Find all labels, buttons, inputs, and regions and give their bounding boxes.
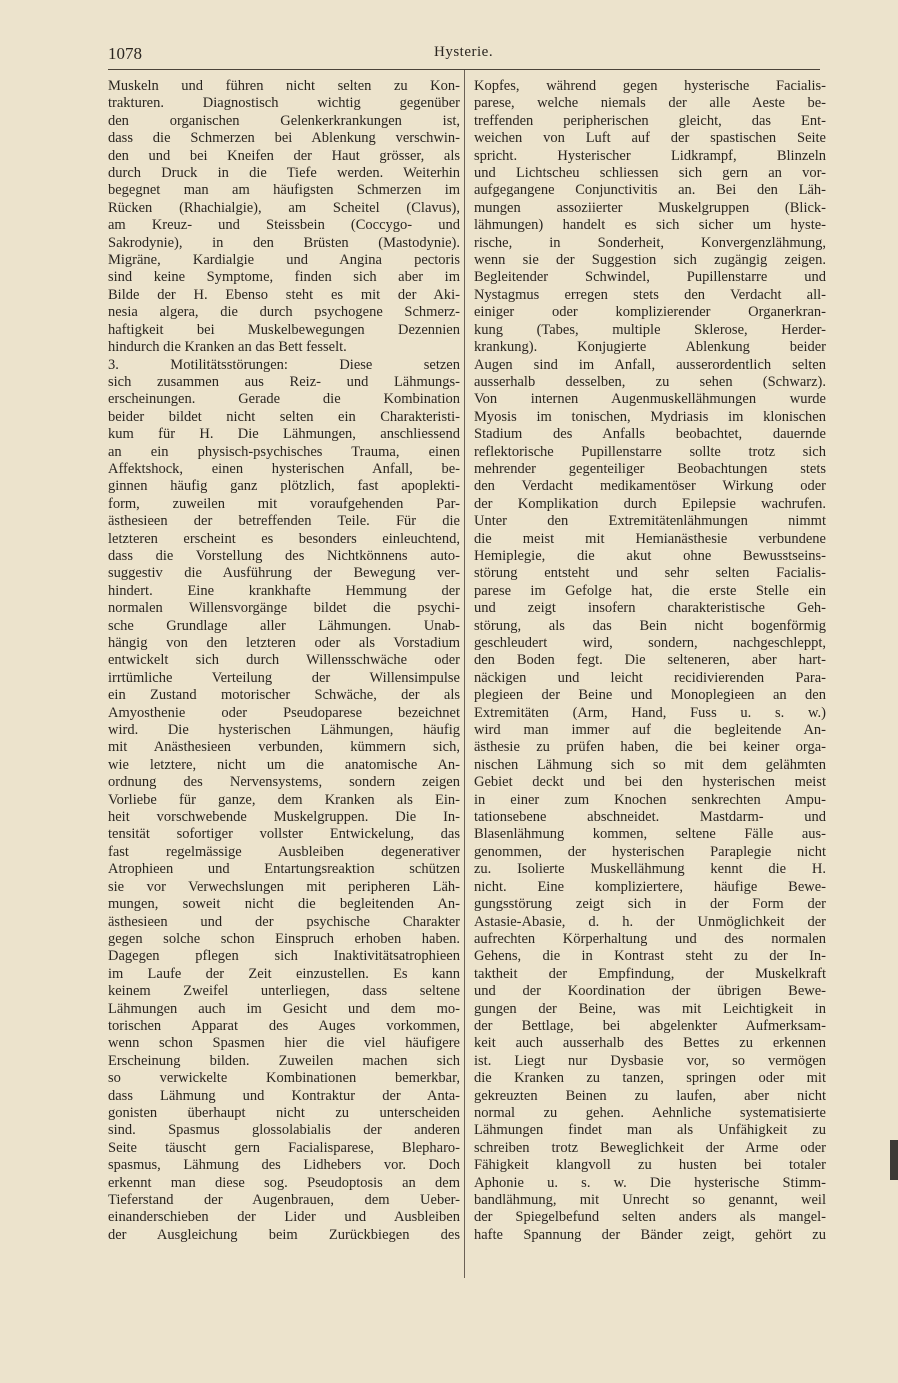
text-line: einanderschieben der Lider und Ausbleiben xyxy=(108,1209,460,1226)
text-line: gungen der Beine, was mit Leichtigkeit in xyxy=(474,1000,826,1017)
text-line: mehrender gegenteiliger Beobachtungen stets xyxy=(474,460,826,477)
text-line: Dagegen pflegen sich Inaktivitätsatrophieen xyxy=(108,948,460,965)
text-line: störung, als das Bein nicht bogenförmig xyxy=(474,617,826,634)
text-line: weichen von Luft auf der spastischen Seite xyxy=(474,130,826,147)
text-line: begegnet man am häufigsten Schmerzen im xyxy=(108,182,460,199)
text-line: Lähmungen auch im Gesicht und dem mo- xyxy=(108,1000,460,1017)
text-line: geschleudert wird, sondern, nachgeschleppt, xyxy=(474,635,826,651)
text-line: dass Lähmung und Kontraktur der Anta- xyxy=(108,1087,460,1104)
text-line: den und bei Kneifen der Haut grösser, als xyxy=(108,147,460,164)
text-line: Gehens, die in Kontrast steht zu der In- xyxy=(474,948,826,965)
text-line: wird man immer auf die begleitende An- xyxy=(474,722,826,739)
text-line: Nystagmus erregen stets den Verdacht all- xyxy=(474,286,826,303)
text-line: Myosis im tonischen, Mydriasis im klonischen xyxy=(474,408,826,425)
text-line: plegieen der Beine und Monoplegieen an den xyxy=(474,687,826,704)
text-line: aufgegangene Conjunctivitis an. Bei den Läh- xyxy=(474,182,826,199)
text-line: Erscheinung bilden. Zuweilen machen sich xyxy=(108,1052,460,1069)
text-line: sind keine Symptome, finden sich aber im xyxy=(108,269,460,286)
text-line: Lähmungen findet man als Unfähigkeit zu xyxy=(474,1122,826,1139)
running-head: Hysterie. xyxy=(434,44,494,60)
text-line: trakturen. Diagnostisch wichtig gegenüber xyxy=(108,95,460,112)
text-line: gonisten überhaupt nicht zu unterscheiden xyxy=(108,1104,460,1121)
text-line: Aphonie u. s. w. Die hysterische Stimm- xyxy=(474,1174,826,1191)
page-number: 1078 xyxy=(108,44,142,63)
text-line: ordnung des Nervensystems, sondern zeigen xyxy=(108,774,460,791)
text-line: hindurch die Kranken an das Bett fesselt. xyxy=(108,339,347,356)
text-line: ausserhalb desselben, zu sehen (Schwarz). xyxy=(474,373,826,390)
text-line: kum für H. Die Lähmungen, anschliessend xyxy=(108,426,460,443)
text-line: ist. Liegt nur Dysbasie vor, so vermögen xyxy=(474,1052,826,1069)
text-line: form, zuweilen mit voraufgehenden Par- xyxy=(108,495,460,512)
text-line: wird. Die hysterischen Lähmungen, häufig xyxy=(108,722,460,739)
text-line: den organischen Gelenkerkrankungen ist, xyxy=(108,112,460,129)
text-line: Gebiet deckt und bei den hysterischen meist xyxy=(474,774,826,791)
text-line: gekreuzten Beinen zu laufen, aber nicht xyxy=(474,1087,826,1104)
text-line: keinem Zweifel unterliegen, dass seltene xyxy=(108,983,460,1000)
text-line: mungen assoziierter Muskelgruppen (Blick- xyxy=(474,199,826,216)
text-line: in einer zum Knochen senkrechten Ampu- xyxy=(474,791,826,808)
text-line: wenn schon Spasmen hier die viel häufigere xyxy=(108,1035,460,1052)
text-line: spricht. Hysterischer Lidkrampf, Blinzeln xyxy=(474,147,826,164)
text-line: sind. Spasmus glossolabialis der anderen xyxy=(108,1122,460,1139)
text-line: reflektorische Pupillenstarre sollte trotz sich xyxy=(474,443,826,460)
text-line: im Laufe der Zeit einzustellen. Es kann xyxy=(108,965,460,982)
text-line: Von internen Augenmuskellähmungen wurde xyxy=(474,391,826,408)
text-line: spasmus, Lähmung des Lidhebers vor. Doch xyxy=(108,1157,460,1174)
text-line: gegen solche schon Einspruch erhoben haben. xyxy=(108,930,460,947)
left-column xyxy=(108,78,460,1244)
text-line: die Kranken zu tanzen, springen oder mit xyxy=(474,1070,826,1087)
text-line: ästhesie zu prüfen haben, die bei keiner orga- xyxy=(474,739,826,756)
text-line: hindert. Eine krankhafte Hemmung der xyxy=(108,582,460,599)
text-line: kung (Tabes, multiple Sklerose, Herder- xyxy=(474,321,826,338)
text-line: dass die Schmerzen bei Ablenkung verschwin- xyxy=(108,130,460,147)
text-line: den Verdacht medikamentöser Wirkung oder xyxy=(474,478,826,495)
text-line: tationsebene abschneidet. Mastdarm- und xyxy=(474,809,826,826)
text-line: torischen Apparat des Auges vorkommen, xyxy=(108,1017,460,1034)
text-line: Muskeln und führen nicht selten zu Kon- xyxy=(108,78,460,94)
text-line: hafte Spannung der Bänder zeigt, gehört zu xyxy=(474,1226,826,1243)
text-line: normal zu gehen. Aehnliche systematisierte xyxy=(474,1104,826,1121)
text-line: Tieferstand der Augenbrauen, dem Ueber- xyxy=(108,1192,460,1208)
text-line: näckigen und leicht recidivierenden Para- xyxy=(474,669,826,686)
text-line: der Spiegelbefund selten anders als mangel- xyxy=(474,1209,826,1226)
text-line: Atrophieen und Entartungsreaktion schützen xyxy=(108,861,460,878)
text-line: normalen Willensvorgänge bildet die psychi- xyxy=(108,600,460,617)
text-line: Astasie-Abasie, d. h. der Unmöglichkeit der xyxy=(474,913,826,930)
text-line: ästhesieen der betreffenden Teile. Für die xyxy=(108,513,460,530)
text-line: erkennt man diese sog. Pseudoptosis an dem xyxy=(108,1174,460,1191)
text-line: lähmungen) handelt es sich sicher um hyste- xyxy=(474,217,826,234)
page-header xyxy=(108,44,820,70)
text-line: erscheinungen. Gerade die Kombination xyxy=(108,391,460,408)
text-line: der Bettlage, bei abgelenkter Aufmerksam- xyxy=(474,1017,826,1034)
text-line: Blasenlähmung kommen, seltene Fälle aus- xyxy=(474,826,826,843)
text-line: heit vorschwebende Muskelgruppen. Die In- xyxy=(108,809,460,826)
text-line: parese im Gefolge hat, die erste Stelle ein xyxy=(474,582,826,599)
text-line: wie letztere, nicht um die anatomische An- xyxy=(108,756,460,773)
right-column xyxy=(474,78,826,1244)
edge-mark xyxy=(890,1140,898,1180)
text-line: und Lichtscheu schliessen sich gern an vor- xyxy=(474,165,826,182)
text-line: fast regelmässige Ausbleiben degenerativer xyxy=(108,843,460,860)
text-line: Sakrodynie), in den Brüsten (Mastodynie). xyxy=(108,234,460,251)
text-line: irrtümliche Verteilung der Willensimpulse xyxy=(108,669,460,686)
text-line: Amyosthenie oder Pseudoparese bezeichnet xyxy=(108,704,460,721)
text-line: Rücken (Rhachialgie), am Scheitel (Clavus), xyxy=(108,199,460,216)
text-line: und der Koordination der übrigen Bewe- xyxy=(474,983,826,1000)
text-line: haftigkeit bei Muskelbewegungen Dezennien xyxy=(108,321,460,338)
text-line: mit Anästhesieen verbunden, kümmern sich, xyxy=(108,739,460,756)
text-line: beider bildet nicht selten ein Charakteristi- xyxy=(108,408,460,425)
text-line: sie vor Verwechslungen mit peripheren Läh- xyxy=(108,878,460,895)
column-divider xyxy=(464,70,465,1278)
text-line: parese, welche niemals der alle Aeste be- xyxy=(474,95,826,112)
text-line: aufrechten Körperhaltung und des normalen xyxy=(474,930,826,947)
text-line: bandlähmung, mit Unrecht so genannt, weil xyxy=(474,1192,826,1208)
text-line: einiger oder komplizierender Organerkran- xyxy=(474,304,826,321)
text-line: entwickelt sich durch Willensschwäche oder xyxy=(108,652,460,669)
text-line: ästhesieen und der psychische Charakter xyxy=(108,913,460,930)
text-line: der Komplikation durch Epilepsie wachrufen. xyxy=(474,495,826,512)
text-line: nesia algera, die durch psychogene Schmerz- xyxy=(108,304,460,321)
text-line: keit auch ausserhalb des Bettes zu erkennen xyxy=(474,1035,826,1052)
text-line: taktheit der Empfindung, der Muskelkraft xyxy=(474,965,826,982)
text-line: Affektshock, einen hysterischen Anfall, be- xyxy=(108,460,460,477)
text-line: Hemiplegie, die akut ohne Bewusstseins- xyxy=(474,547,826,564)
text-line: tensität sofortiger vollster Entwickelung, das xyxy=(108,826,460,843)
text-line: ginnen häufig ganz plötzlich, fast apoplekti- xyxy=(108,478,460,495)
text-line: die meist mit Hemianästhesie verbundene xyxy=(474,530,826,547)
text-line: Unter den Extremitätenlähmungen nimmt xyxy=(474,513,826,530)
text-line: letzteren erscheint es besonders einleuchtend, xyxy=(108,530,460,547)
text-line: nischen Lähmung sich so mit dem gelähmten xyxy=(474,756,826,773)
text-line: Stadium des Anfalls beobachtet, dauernde xyxy=(474,426,826,443)
text-line: wenn sie der Suggestion sich zugängig zeigen. xyxy=(474,252,826,269)
text-line: Begleitender Schwindel, Pupillenstarre und xyxy=(474,269,826,286)
text-line: am Kreuz- und Steissbein (Coccygo- und xyxy=(108,217,460,234)
text-line: an ein physisch-psychisches Trauma, einen xyxy=(108,443,460,460)
text-line: sche Grundlage aller Lähmungen. Unab- xyxy=(108,617,460,634)
text-line: ein Zustand motorischer Schwäche, der als xyxy=(108,687,460,704)
text-line: krankung). Konjugierte Ablenkung beider xyxy=(474,339,826,356)
text-line: Vorliebe für ganze, dem Kranken als Ein- xyxy=(108,791,460,808)
text-line: 3. Motilitätsstörungen: Diese setzen xyxy=(108,356,460,373)
text-line: störung entsteht und sehr selten Facialis- xyxy=(474,565,826,582)
text-line: Augen sind im Anfall, ausserordentlich selten xyxy=(474,356,826,373)
text-line: gungsstörung zeigt sich in der Form der xyxy=(474,896,826,913)
text-line: dass die Vorstellung des Nichtkönnens auto- xyxy=(108,547,460,564)
text-line: Migräne, Kardialgie und Angina pectoris xyxy=(108,252,460,269)
text-line: sich zusammen aus Reiz- und Lähmungs- xyxy=(108,373,460,390)
text-line: so verwickelte Kombinationen bemerkbar, xyxy=(108,1070,460,1087)
text-line: rische, in Sonderheit, Konvergenzlähmung, xyxy=(474,234,826,251)
text-line: nicht. Eine kompliziertere, häufige Bewe- xyxy=(474,878,826,895)
text-line: treffenden peripherischen gleicht, das Ent- xyxy=(474,112,826,129)
text-line: Bilde der H. Ebenso steht es mit der Aki- xyxy=(108,286,460,303)
text-line: den Boden fegt. Die selteneren, aber hart- xyxy=(474,652,826,669)
text-line: hängig von den letzteren oder als Vorstadium xyxy=(108,635,460,651)
text-line: Fähigkeit klangvoll zu husten bei totaler xyxy=(474,1157,826,1174)
text-line: suggestiv die Ausführung der Bewegung ver- xyxy=(108,565,460,582)
text-line: und zeigt insofern charakteristische Geh- xyxy=(474,600,826,617)
text-line: Seite täuscht gern Facialisparese, Blepharo- xyxy=(108,1139,460,1156)
text-line: Kopfes, während gegen hysterische Facialis- xyxy=(474,78,826,94)
text-line: genommen, der hysterischen Paraplegie nicht xyxy=(474,843,826,860)
text-line: zu. Isolierte Muskellähmung kennt die H. xyxy=(474,861,826,878)
text-line: Extremitäten (Arm, Hand, Fuss u. s. w.) xyxy=(474,704,826,721)
text-line: schreiben trotz Beweglichkeit der Arme oder xyxy=(474,1139,826,1156)
text-line: der Ausgleichung beim Zurückbiegen des xyxy=(108,1226,460,1243)
text-line: durch Druck in die Tiefe werden. Weiterhin xyxy=(108,165,460,182)
text-line: mungen, soweit nicht die begleitenden An- xyxy=(108,896,460,913)
